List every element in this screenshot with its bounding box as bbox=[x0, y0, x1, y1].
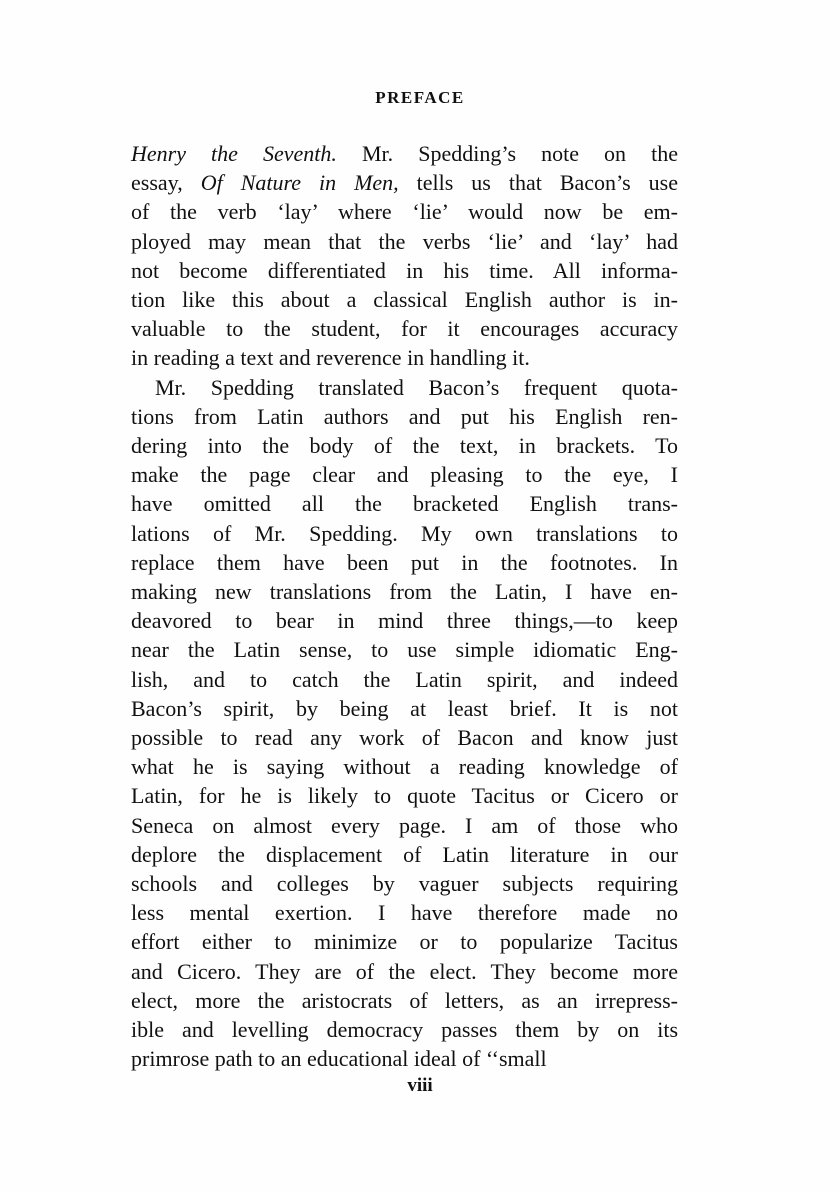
text-line bbox=[131, 168, 678, 197]
italic-title: Henry the Seventh. bbox=[131, 141, 337, 166]
text-line bbox=[131, 898, 678, 927]
text-run: dering into the body of the text, in brackets. To bbox=[131, 433, 678, 459]
text-run: less mental exertion. I have therefore made no bbox=[131, 900, 678, 926]
text-run: schools and colleges by vaguer subjects requiring bbox=[131, 871, 678, 897]
text-line bbox=[131, 489, 678, 518]
text-line bbox=[131, 840, 678, 869]
text-line bbox=[131, 431, 678, 460]
text-line bbox=[131, 986, 678, 1015]
text-line bbox=[131, 227, 678, 256]
text-run: in reading a text and reverence in handling it. bbox=[131, 345, 530, 371]
text-run: tions from Latin authors and put his English ren- bbox=[131, 403, 678, 429]
text-run: valuable to the student, for it encourages accuracy bbox=[131, 316, 678, 342]
text-line bbox=[131, 811, 678, 840]
text-line bbox=[131, 197, 678, 226]
text-run: have omitted all the bracketed English trans- bbox=[131, 491, 678, 517]
text-line bbox=[131, 781, 678, 810]
text-line bbox=[131, 285, 678, 314]
text-run: tells us that Bacon’s use bbox=[398, 170, 679, 196]
text-line bbox=[131, 519, 678, 548]
text-line bbox=[131, 460, 678, 489]
text-run: Seneca on almost every page. I am of those who bbox=[131, 812, 678, 838]
text-run: lations of Mr. Spedding. My own translations to bbox=[131, 520, 678, 546]
text-line bbox=[131, 548, 678, 577]
text-run: Mr. Spedding’s note on the bbox=[336, 141, 679, 166]
text-line bbox=[131, 723, 678, 752]
text-line bbox=[131, 927, 678, 956]
body-text bbox=[131, 139, 678, 1074]
text-run: ible and levelling democracy passes them by on its bbox=[131, 1017, 678, 1043]
text-run: ployed may mean that the verbs ‘lie’ and ‘lay’ had bbox=[131, 228, 678, 254]
text-line bbox=[131, 957, 678, 986]
text-run: make the page clear and pleasing to the eye, I bbox=[131, 462, 678, 488]
text-run: of the verb ‘lay’ where ‘lie’ would now be em- bbox=[131, 199, 678, 225]
text-line bbox=[131, 402, 678, 431]
text-line bbox=[131, 752, 678, 781]
text-run: lish, and to catch the Latin spirit, and indeed bbox=[131, 666, 678, 692]
text-run: Latin, for he is likely to quote Tacitus or Cicero or bbox=[131, 783, 678, 809]
italic-title: Of Nature in Men, bbox=[200, 170, 399, 196]
running-header: PREFACE bbox=[375, 88, 465, 107]
text-run: Bacon’s spirit, by being at least brief. It is not bbox=[131, 695, 678, 721]
text-line bbox=[131, 869, 678, 898]
text-run: near the Latin sense, to use simple idiomatic Eng- bbox=[131, 637, 678, 663]
text-run: deplore the displacement of Latin literature in our bbox=[131, 841, 678, 867]
text-run: replace them have been put in the footnotes. In bbox=[131, 549, 678, 575]
paragraph bbox=[131, 139, 678, 373]
text-line bbox=[131, 665, 678, 694]
text-line bbox=[131, 314, 678, 343]
text-run: possible to read any work of Bacon and know just bbox=[131, 725, 678, 751]
text-line bbox=[131, 635, 678, 664]
text-run: and Cicero. They are of the elect. They become more bbox=[131, 958, 678, 984]
text-run: deavored to bear in mind three things,—to keep bbox=[131, 608, 678, 634]
text-line bbox=[131, 694, 678, 723]
text-line bbox=[131, 256, 678, 285]
text-run: making new translations from the Latin, I have en- bbox=[131, 579, 678, 605]
text-run: not become differentiated in his time. All informa- bbox=[131, 257, 678, 283]
text-run: what he is saying without a reading knowledge of bbox=[131, 754, 678, 780]
text-line bbox=[131, 139, 678, 168]
text-run: effort either to minimize or to popularize Tacitus bbox=[131, 929, 678, 955]
text-run: primrose path to an educational ideal of ‘‘small bbox=[131, 1046, 547, 1072]
text-run: Mr. Spedding translated Bacon’s frequent quota- bbox=[155, 374, 678, 400]
text-line bbox=[131, 606, 678, 635]
text-run: essay, bbox=[131, 170, 201, 196]
text-line bbox=[131, 1015, 678, 1044]
page-number: viii bbox=[407, 1075, 433, 1096]
text-line bbox=[131, 1044, 678, 1073]
text-line bbox=[131, 343, 678, 372]
text-run: elect, more the aristocrats of letters, as an irrepress- bbox=[131, 987, 678, 1013]
text-line bbox=[131, 373, 678, 402]
text-run: tion like this about a classical English author is in- bbox=[131, 287, 678, 313]
text-line bbox=[131, 577, 678, 606]
paragraph bbox=[131, 373, 678, 1074]
